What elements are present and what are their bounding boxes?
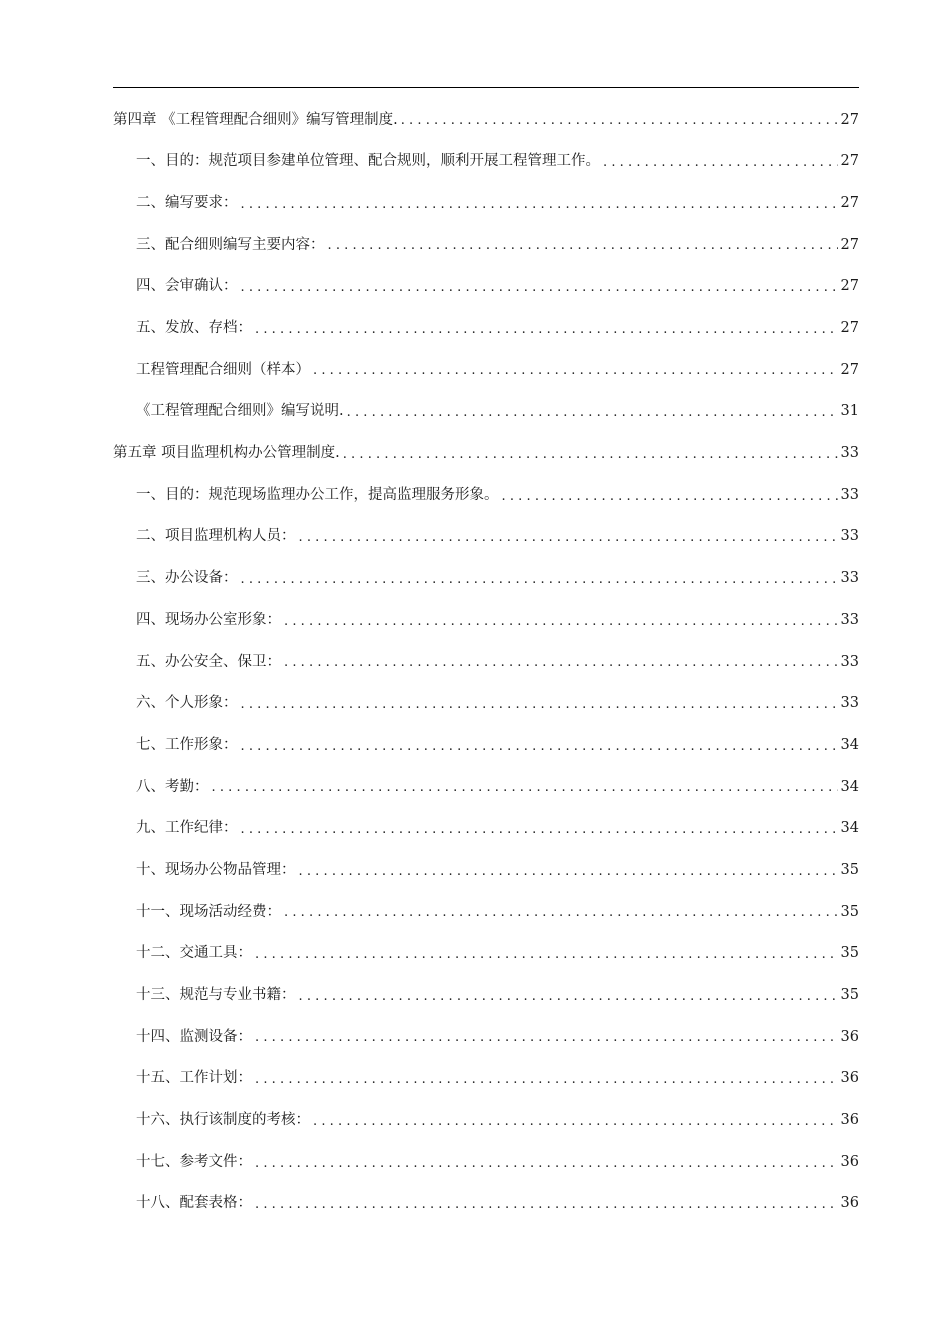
toc-entry[interactable] [113, 516, 859, 558]
toc-entry-title: 十五、工作计划： [136, 1070, 252, 1087]
toc-entry-title: 工程管理配合细则（样本） [136, 361, 310, 378]
toc-dot-leader [299, 865, 838, 878]
toc-entry-page-number: 27 [840, 111, 859, 128]
toc-entry[interactable] [113, 641, 859, 683]
toc-entry-page-number: 33 [840, 695, 859, 712]
toc-entry-title: 四、现场办公室形象： [136, 611, 281, 628]
toc-entry[interactable] [113, 1141, 859, 1183]
toc-entry-title: 一、目的：规范现场监理办公工作，提高监理服务形象。 [136, 486, 499, 503]
toc-entry-title: 五、发放、存档： [136, 320, 252, 337]
toc-entry-page-number: 36 [840, 1112, 859, 1129]
toc-entry[interactable] [113, 808, 859, 850]
toc-entry-title: 二、编写要求： [136, 194, 238, 211]
toc-entry-page-number: 36 [840, 1070, 859, 1087]
toc-entry[interactable] [113, 766, 859, 808]
toc-entry-page-number: 34 [840, 778, 859, 795]
toc-entry-title: 四、会审确认： [136, 278, 238, 295]
toc-entry-title: 二、项目监理机构人员： [136, 528, 296, 545]
toc-dot-leader [343, 448, 838, 461]
toc-dot-leader [284, 656, 838, 669]
toc-entry[interactable] [113, 724, 859, 766]
toc-entry[interactable] [113, 891, 859, 933]
toc-entry-title: 第五章 项目监理机构办公管理制度. [113, 445, 340, 462]
toc-entry[interactable] [113, 558, 859, 600]
toc-entry-page-number: 27 [840, 236, 859, 253]
toc-entry-title: 一、目的：规范项目参建单位管理、配合规则，顺利开展工程管理工作。 [136, 153, 600, 170]
toc-entry-title: 十、现场办公物品管理： [136, 861, 296, 878]
toc-entry-title: 十一、现场活动经费： [136, 903, 281, 920]
toc-entry-title: 六、个人形象： [136, 695, 238, 712]
toc-entry[interactable] [113, 433, 859, 475]
toc-entry-page-number: 31 [840, 403, 859, 420]
toc-entry-page-number: 33 [840, 528, 859, 545]
toc-dot-leader [284, 615, 838, 628]
toc-entry-title: 八、考勤： [136, 778, 209, 795]
toc-entry-title: 十二、交通工具： [136, 945, 252, 962]
toc-dot-leader [347, 406, 838, 419]
toc-entry-page-number: 35 [840, 861, 859, 878]
toc-dot-leader [241, 198, 838, 211]
toc-entry-title: 十三、规范与专业书籍： [136, 987, 296, 1004]
toc-entry-page-number: 36 [840, 1028, 859, 1045]
toc-entry-page-number: 35 [840, 903, 859, 920]
toc-entry[interactable] [113, 474, 859, 516]
toc-entry[interactable] [113, 266, 859, 308]
toc-dot-leader [255, 948, 838, 961]
toc-dot-leader [255, 1073, 838, 1086]
toc-entry-page-number: 33 [840, 570, 859, 587]
toc-dot-leader [241, 698, 838, 711]
toc-entry-page-number: 34 [840, 820, 859, 837]
toc-entry-title: 十八、配套表格： [136, 1195, 252, 1212]
toc-dot-leader [255, 1157, 838, 1170]
toc-entry[interactable] [113, 1058, 859, 1100]
toc-entry-page-number: 33 [840, 486, 859, 503]
toc-dot-leader [313, 364, 838, 377]
toc-entry-title: 七、工作形象： [136, 736, 238, 753]
toc-dot-leader [401, 114, 838, 127]
toc-entry-page-number: 35 [840, 987, 859, 1004]
toc-dot-leader [212, 781, 838, 794]
toc-entry[interactable] [113, 974, 859, 1016]
toc-entry[interactable] [113, 391, 859, 433]
toc-dot-leader [328, 239, 838, 252]
toc-dot-leader [241, 281, 838, 294]
toc-entry-title: 三、办公设备： [136, 570, 238, 587]
table-of-contents [113, 99, 859, 1225]
toc-entry-page-number: 35 [840, 945, 859, 962]
toc-entry-page-number: 27 [840, 278, 859, 295]
toc-dot-leader [241, 823, 838, 836]
toc-entry-page-number: 36 [840, 1195, 859, 1212]
toc-entry[interactable] [113, 933, 859, 975]
toc-entry-title: 十四、监测设备： [136, 1028, 252, 1045]
toc-entry-title: 九、工作纪律： [136, 820, 238, 837]
toc-entry-page-number: 33 [840, 611, 859, 628]
header-rule [113, 87, 859, 88]
toc-entry[interactable] [113, 349, 859, 391]
toc-dot-leader [299, 531, 838, 544]
toc-dot-leader [255, 1031, 838, 1044]
toc-dot-leader [241, 740, 838, 753]
toc-entry[interactable] [113, 182, 859, 224]
toc-entry-title: 五、办公安全、保卫： [136, 653, 281, 670]
toc-entry[interactable] [113, 141, 859, 183]
toc-entry-page-number: 33 [840, 445, 859, 462]
toc-entry[interactable] [113, 849, 859, 891]
toc-entry-page-number: 34 [840, 736, 859, 753]
toc-dot-leader [284, 906, 838, 919]
toc-dot-leader [255, 323, 838, 336]
toc-entry[interactable] [113, 1183, 859, 1225]
toc-entry-title: 第四章 《工程管理配合细则》编写管理制度. [113, 111, 398, 128]
toc-entry[interactable] [113, 1016, 859, 1058]
toc-entry-title: 《工程管理配合细则》编写说明. [136, 403, 344, 420]
toc-entry[interactable] [113, 1100, 859, 1142]
toc-entry-title: 十六、执行该制度的考核： [136, 1112, 310, 1129]
toc-entry-page-number: 27 [840, 361, 859, 378]
toc-entry-page-number: 27 [840, 153, 859, 170]
toc-entry[interactable] [113, 599, 859, 641]
toc-dot-leader [603, 156, 838, 169]
toc-entry-page-number: 36 [840, 1153, 859, 1170]
toc-dot-leader [299, 990, 838, 1003]
toc-entry[interactable] [113, 99, 859, 141]
toc-entry-page-number: 27 [840, 194, 859, 211]
toc-dot-leader [241, 573, 838, 586]
toc-entry[interactable] [113, 224, 859, 266]
toc-dot-leader [255, 1198, 838, 1211]
toc-entry-title: 三、配合细则编写主要内容： [136, 236, 325, 253]
toc-entry[interactable] [113, 307, 859, 349]
toc-entry[interactable] [113, 683, 859, 725]
toc-entry-page-number: 27 [840, 320, 859, 337]
toc-entry-page-number: 33 [840, 653, 859, 670]
toc-entry-title: 十七、参考文件： [136, 1153, 252, 1170]
toc-dot-leader [502, 490, 838, 503]
toc-dot-leader [313, 1115, 838, 1128]
